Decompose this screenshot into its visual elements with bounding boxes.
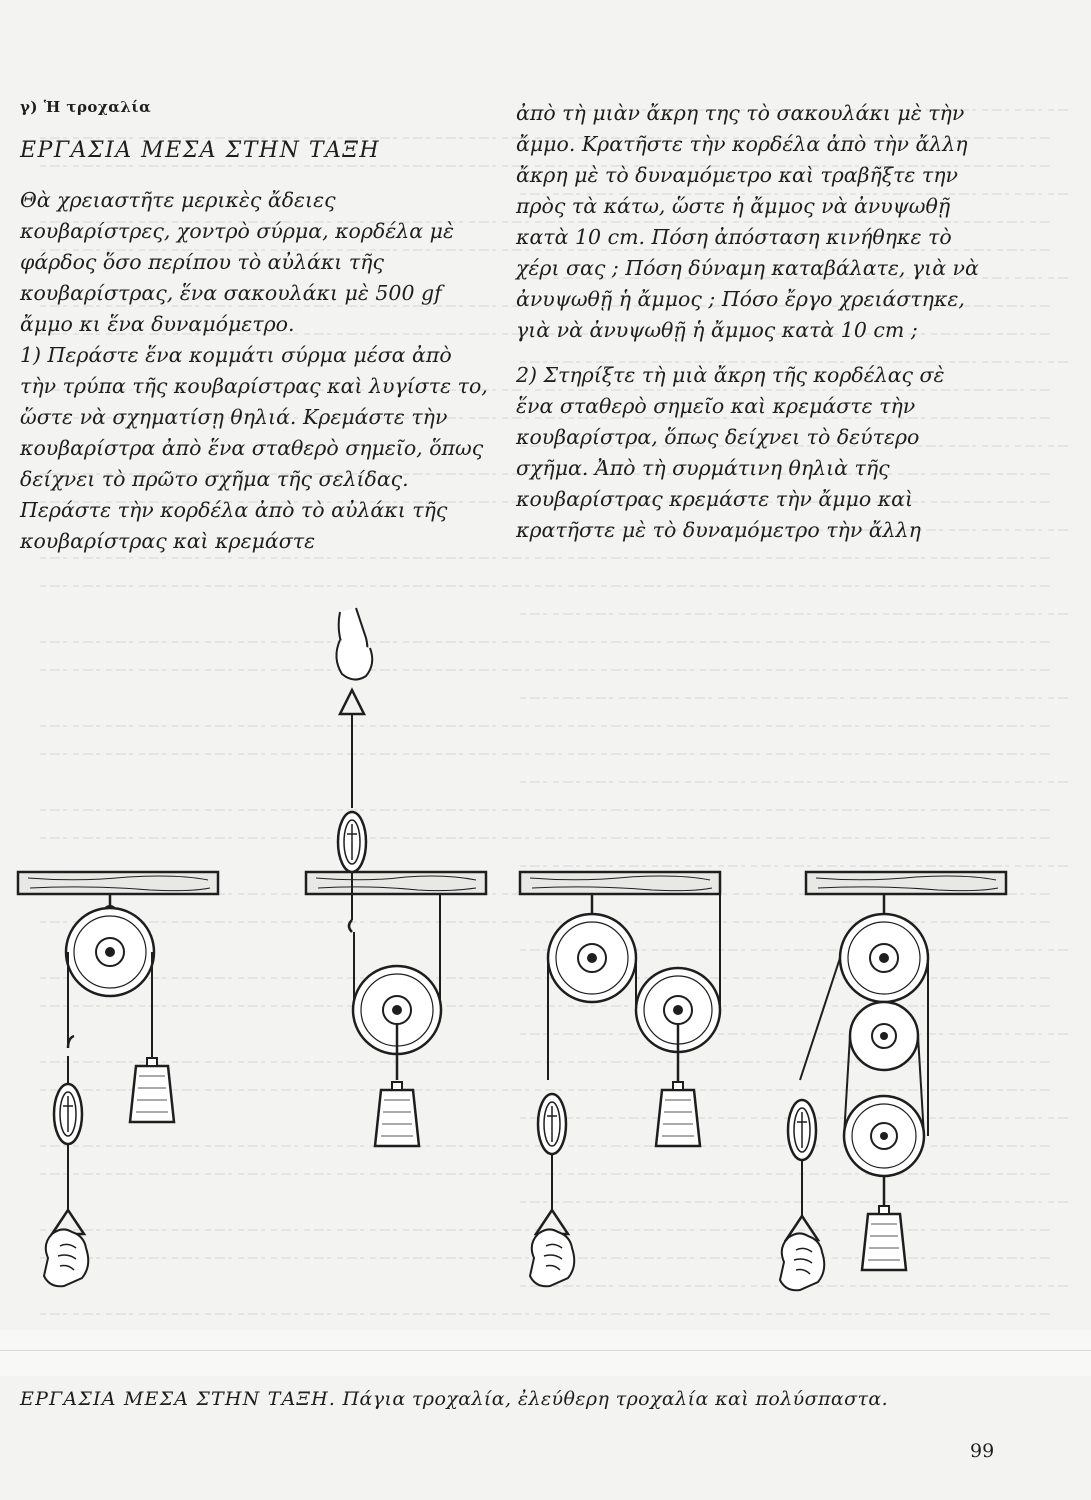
- left-column: [20, 98, 490, 557]
- section-heading: γ) Ἡ τροχαλία: [20, 98, 152, 116]
- page-number: 99: [970, 1440, 995, 1462]
- activity-subheading: ΕΡΓΑΣΙΑ ΜΕΣΑ ΣΤΗΝ ΤΑΞΗ: [20, 138, 381, 163]
- figure-caption: [20, 1388, 1080, 1410]
- ceiling-beam-1: [18, 872, 218, 894]
- fixed-pulley-illustration: [44, 894, 174, 1286]
- pulley-figures: [0, 600, 1091, 1320]
- two-pulley-block-illustration: [530, 894, 720, 1286]
- three-pulley-block-illustration: [780, 894, 928, 1290]
- ceiling-beam-4: [806, 872, 1006, 894]
- right-paragraph-1: ἀπὸ τὴ μιὰν ἄκρη της τὸ σακουλάκι μὲ τὴν ἄμμο. Κρατῆστε τὴν κορδέλα ἀπὸ τὴν ἄλλη ἄκρη μὲ τὸ δυναμόμετρο καὶ τραβῆξτε την πρὸς τὰ κάτω, ὥστε ἡ ἄμμος νὰ ἀνυψωθῇ κατὰ 10 cm. Πόση ἀπόσταση κινήθηκε τὸ χέρι σας ; Πόση δύναμη καταβάλατε, γιὰ νὰ ἀνυψωθῇ ἡ ἄμμος ; Πόσο ἔργο χρειάστηκε, γιὰ νὰ ἀνυψωθῇ ἡ ἄμμος κατὰ 10 cm ;: [516, 101, 979, 342]
- bleed-strip: [0, 1330, 1091, 1376]
- ceiling-beam-3: [520, 872, 720, 894]
- caption-text: Πάγια τροχαλία, ἐλεύθερη τροχαλία καὶ πολύσπαστα.: [342, 1388, 889, 1410]
- right-paragraph-2: 2) Στηρίξτε τὴ μιὰ ἄκρη τῆς κορδέλας σὲ ἕνα σταθερὸ σημεῖο καὶ κρεμάστε τὴν κουβαρίστρα, ὅπως δείχνει τὸ δεύτερο σχῆμα. Ἀπὸ τὴ συρμάτινη θηλιὰ τῆς κουβαρίστρας κρεμάστε τὴν ἄμμο καὶ κρατῆστε μὲ τὸ δυναμόμετρο τὴν ἄλλη: [516, 363, 945, 542]
- ceiling-beam-2: [306, 872, 486, 894]
- caption-title: ΕΡΓΑΣΙΑ ΜΕΣΑ ΣΤΗΝ ΤΑΞΗ.: [20, 1388, 337, 1410]
- divider: [0, 1350, 1091, 1351]
- left-paragraph-2: 1) Περάστε ἕνα κομμάτι σύρμα μέσα ἀπὸ τὴν τρύπα τῆς κουβαρίστρας καὶ λυγίστε το, ὥστε νὰ σχηματίσῃ θηλιά. Κρεμάστε τὴν κουβαρίστρα ἀπὸ ἕνα σταθερὸ σημεῖο, ὅπως δείχνει τὸ πρῶτο σχῆμα τῆς σελίδας. Περάστε τὴν κορδέλα ἀπὸ τὸ αὐλάκι τῆς κουβαρίστρας καὶ κρεμάστε: [20, 343, 488, 553]
- left-paragraph-1: Θὰ χρειαστῆτε μερικὲς ἄδειες κουβαρίστρες, χοντρὸ σύρμα, κορδέλα μὲ φάρδος ὅσο περίπου τὸ αὐλάκι τῆς κουβαρίστρας, ἕνα σακουλάκι μὲ 500 gf ἄμμο κι ἕνα δυναμόμετρο.: [20, 188, 454, 336]
- right-column: [516, 98, 986, 546]
